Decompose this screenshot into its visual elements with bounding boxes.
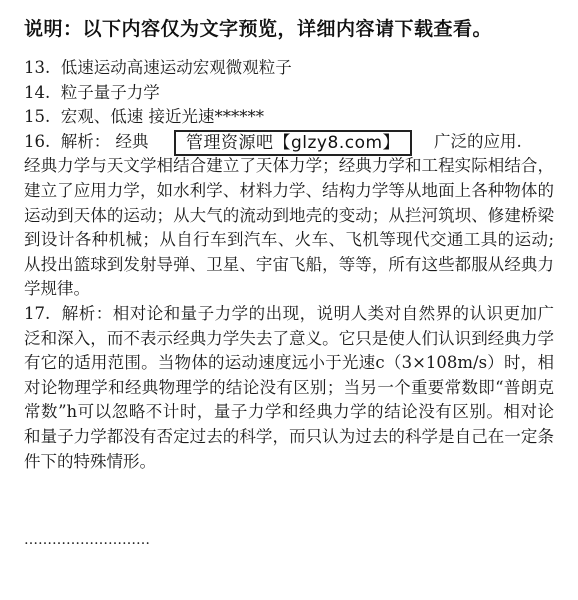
item-number: 13. — [24, 58, 51, 77]
item-number: 14. — [24, 82, 51, 102]
answer-item-16-body: 经典力学与天文学相结合建立了天体力学；经典力学和工程实际相结合，建立了应用力学，如水利学、材料力学、结构力学等从地面上各种物体的运动到天体的运动；从大气的流动到地壳的变动；从拦河筑坝、修建桥梁到设计各种机械；从自行车到汽车、火车、飞机等现代交通工具的运动;从投出篮球到发射导弹、卫星、宇宙飞船，等等，所有这些都服从经典力学规律。 — [24, 156, 554, 299]
ellipsis: ……………………… — [24, 532, 150, 548]
item-number: 17. — [24, 303, 51, 323]
watermark-banner: 管理资源吧【glzy8.com】 — [174, 130, 412, 156]
item-label: 解析： — [61, 303, 113, 323]
item-label: 解析： — [60, 131, 111, 151]
item-text: 相对论和量子力学的出现，说明人类对自然界的认识更加广泛和深入，而不表示经典力学失去了意义。它只是使人们认识到经典力学有它的适用范围。当物体的运动速度远小于光速c（3×108m/s）时，相对论物理学和经典物理学的结论没有区别；当另一个重要常数即“普朗克常数”h可以忽略不计时，量子力学和经典力学的结论没有区别。相对论和量子力学都没有否定过去的科学，而只认为过去的科学是自己在一定条件下的特殊情形。 — [24, 303, 555, 471]
answer-item-13 — [24, 56, 554, 81]
answer-item-17 — [24, 302, 554, 474]
item-text: 粒子量子力学 — [60, 82, 160, 102]
answer-item-14 — [24, 81, 554, 106]
item-number: 16. — [24, 131, 51, 151]
item-text: 低速运动高速运动宏观微观粒子 — [60, 58, 292, 77]
document-body — [24, 56, 554, 474]
item-text: 宏观、低速 接近光速****** — [60, 107, 264, 127]
preview-notice: 说明：以下内容仅为文字预览，详细内容请下载查看。 — [24, 18, 493, 40]
item-text-end: 广泛的应用. — [434, 131, 522, 151]
answer-item-15 — [24, 105, 554, 130]
item-text-start: 经典 — [115, 131, 149, 151]
item-number: 15. — [24, 107, 51, 127]
